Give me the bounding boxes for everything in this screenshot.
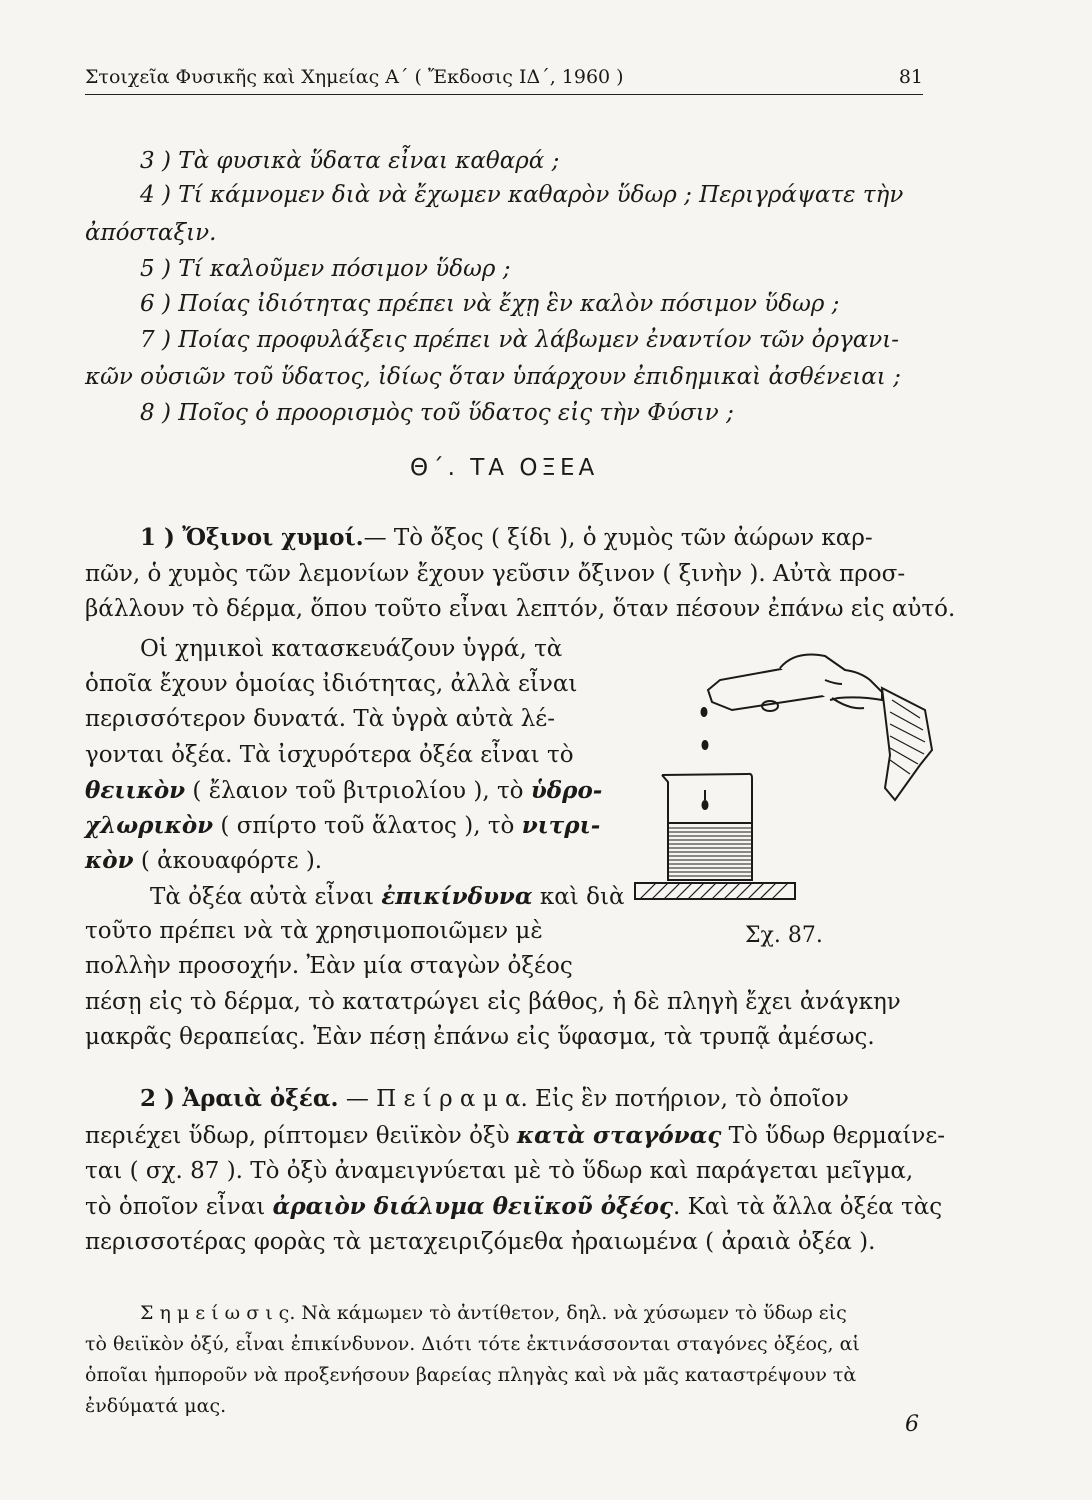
question-3: 3 ) Τὰ φυσικὰ ὕδατα εἶναι καθαρά ; — [140, 148, 560, 174]
s1-line-9-text: ( σπίρτο τοῦ ἅλατος ), τὸ — [213, 813, 522, 839]
s1-line-1 — [140, 524, 873, 551]
s1-line-12: τοῦτο πρέπει νὰ τὰ χρησιμοποιῶμεν μὲ — [85, 918, 543, 944]
s1-line-8 — [85, 777, 602, 804]
question-8: 8 ) Ποῖος ὁ προορισμὸς τοῦ ὕδατος εἰς τὴν Φύσιν ; — [140, 400, 734, 426]
note-line-4: ἐνδύματά μας. — [85, 1395, 227, 1417]
s2-line-4-a: τὸ ὁποῖον εἶναι — [85, 1194, 273, 1220]
s1-line-3: βάλλουν τὸ δέρμα, ὅπου τοῦτο εἶναι λεπτόν, ὅταν πέσουν ἐπάνω εἰς αὐτό. — [85, 596, 956, 622]
figure-caption: Σχ. 87. — [745, 923, 823, 948]
note-line-3: ὁποῖαι ἠμποροῦν νὰ προξενήσουν βαρείας πληγὰς καὶ νὰ μᾶς καταστρέψουν τὰ — [85, 1364, 857, 1386]
s1-line-2: πῶν, ὁ χυμὸς τῶν λεμονίων ἔχουν γεῦσιν ὄξινον ( ξινὴν ). Αὐτὰ προσ- — [85, 561, 906, 587]
s1-line-5: ὁποῖα ἔχουν ὁμοίας ἰδιότητας, ἀλλὰ εἶναι — [85, 671, 578, 697]
term-hydrochloric-b: χλωρικὸν — [85, 812, 214, 839]
s2-heading-num: 2 ) — [140, 1085, 175, 1112]
s1-heading: Ὄξινοι χυμοί. — [182, 524, 364, 551]
question-6: 6 ) Ποίας ἰδιότητας πρέπει νὰ ἔχῃ ἓν καλὸν πόσιμον ὕδωρ ; — [140, 291, 840, 317]
term-hydrochloric-a: ὑδρο- — [530, 777, 603, 804]
s1-heading-num: 1 ) — [140, 524, 175, 551]
s1-line-11-a: Τὰ ὀξέα αὐτὰ εἶναι — [150, 884, 382, 910]
figure-87-illustration — [620, 640, 940, 940]
s1-text-1: — Τὸ ὄξος ( ξίδι ), ὁ χυμὸς τῶν ἀώρων καρ- — [363, 525, 873, 551]
s1-line-8-text: ( ἔλαιον τοῦ βιτριολίου ), τὸ — [185, 778, 531, 804]
s1-line-10-text: ( ἀκουαφόρτε ). — [133, 848, 323, 874]
s1-line-14: πέσῃ εἰς τὸ δέρμα, τὸ κατατρώγει εἰς βάθος, ἡ δὲ πληγὴ ἔχει ἀνάγκην — [85, 989, 901, 1015]
s2-line-4-c: . Καὶ τὰ ἄλλα ὀξέα τὰς — [672, 1194, 943, 1220]
note-line-2: τὸ θειϊκὸν ὀξύ, εἶναι ἐπικίνδυνον. Διότι τότε ἐκτινάσσονται σταγόνες ὀξέος, αἱ — [85, 1333, 860, 1355]
footer-page-number: 6 — [905, 1412, 919, 1437]
question-4-cont: ἀπόσταξιν. — [85, 220, 217, 246]
section-title: Θ΄. ΤΑ ΟΞΕΑ — [410, 455, 599, 481]
s2-line-2 — [85, 1122, 945, 1149]
running-header — [85, 66, 923, 95]
s2-line-4 — [85, 1193, 942, 1220]
s2-heading: Ἀραιὰ ὀξέα. — [182, 1085, 339, 1112]
s1-line-7: γονται ὀξέα. Τὰ ἰσχυρότερα ὀξέα εἶναι τὸ — [85, 742, 574, 768]
s2-line-1-text: — Π ε ί ρ α μ α. Εἰς ἓν ποτήριον, τὸ ὁποῖον — [338, 1086, 849, 1112]
term-dangerous: ἐπικίνδυνα — [381, 883, 533, 910]
s1-line-11 — [150, 883, 625, 910]
term-dropwise: κατὰ σταγόνας — [516, 1122, 722, 1149]
s1-line-4: Οἱ χημικοὶ κατασκευάζουν ὑγρά, τὰ — [140, 636, 563, 662]
term-nitric-b: κὸν — [85, 847, 134, 874]
s2-line-5: περισσοτέρας φορὰς τὰ μεταχειριζόμεθα ἠραιωμένα ( ἀραιὰ ὀξέα ). — [85, 1229, 876, 1255]
s1-line-13: πολλὴν προσοχήν. Ἐὰν μία σταγὼν ὀξέος — [85, 953, 573, 979]
s1-line-6: περισσότερον δυνατά. Τὰ ὑγρὰ αὐτὰ λέ- — [85, 706, 555, 732]
question-7: 7 ) Ποίας προφυλάξεις πρέπει νὰ λάβωμεν ἐναντίον τῶν ὀργανι- — [140, 327, 900, 353]
term-nitric-a: νιτρι- — [521, 812, 601, 839]
note-line-1: Σ η μ ε ί ω σ ι ς. Νὰ κάμωμεν τὸ ἀντίθετον, δηλ. νὰ χύσωμεν τὸ ὕδωρ εἰς — [140, 1302, 847, 1324]
question-4: 4 ) Τί κάμνομεν διὰ νὰ ἔχωμεν καθαρὸν ὕδωρ ; Περιγράψατε τὴν — [140, 182, 904, 208]
question-7-cont: κῶν οὐσιῶν τοῦ ὕδατος, ἰδίως ὅταν ὑπάρχουν ἐπιδημικαὶ ἀσθένειαι ; — [85, 364, 901, 390]
s2-line-1 — [140, 1085, 849, 1112]
s1-line-11-c: καὶ διὰ — [532, 884, 625, 910]
question-5: 5 ) Τί καλοῦμεν πόσιμον ὕδωρ ; — [140, 256, 511, 282]
page-number: 81 — [898, 66, 923, 88]
s1-line-10 — [85, 847, 322, 874]
running-title: Στοιχεῖα Φυσικῆς καὶ Χημείας Α΄ ( Ἔκδοσις ΙΔ΄, 1960 ) — [85, 66, 624, 88]
term-dilute-solution: ἀραιὸν διάλυμα θειϊκοῦ ὀξέος — [272, 1193, 673, 1220]
s1-line-15: μακρᾶς θεραπείας. Ἐὰν πέσῃ ἐπάνω εἰς ὕφασμα, τὰ τρυπᾷ ἀμέσως. — [85, 1024, 875, 1050]
s1-line-9 — [85, 812, 600, 839]
s2-line-3: ται ( σχ. 87 ). Τὸ ὀξὺ ἀναμειγνύεται μὲ τὸ ὕδωρ καὶ παράγεται μεῖγμα, — [85, 1158, 914, 1184]
s2-line-2-a: περιέχει ὕδωρ, ρίπτομεν θειϊκὸν ὀξὺ — [85, 1123, 517, 1149]
s2-line-2-c: Τὸ ὕδωρ θερμαίνε- — [721, 1123, 946, 1149]
term-sulfuric: θειικὸν — [85, 777, 186, 804]
